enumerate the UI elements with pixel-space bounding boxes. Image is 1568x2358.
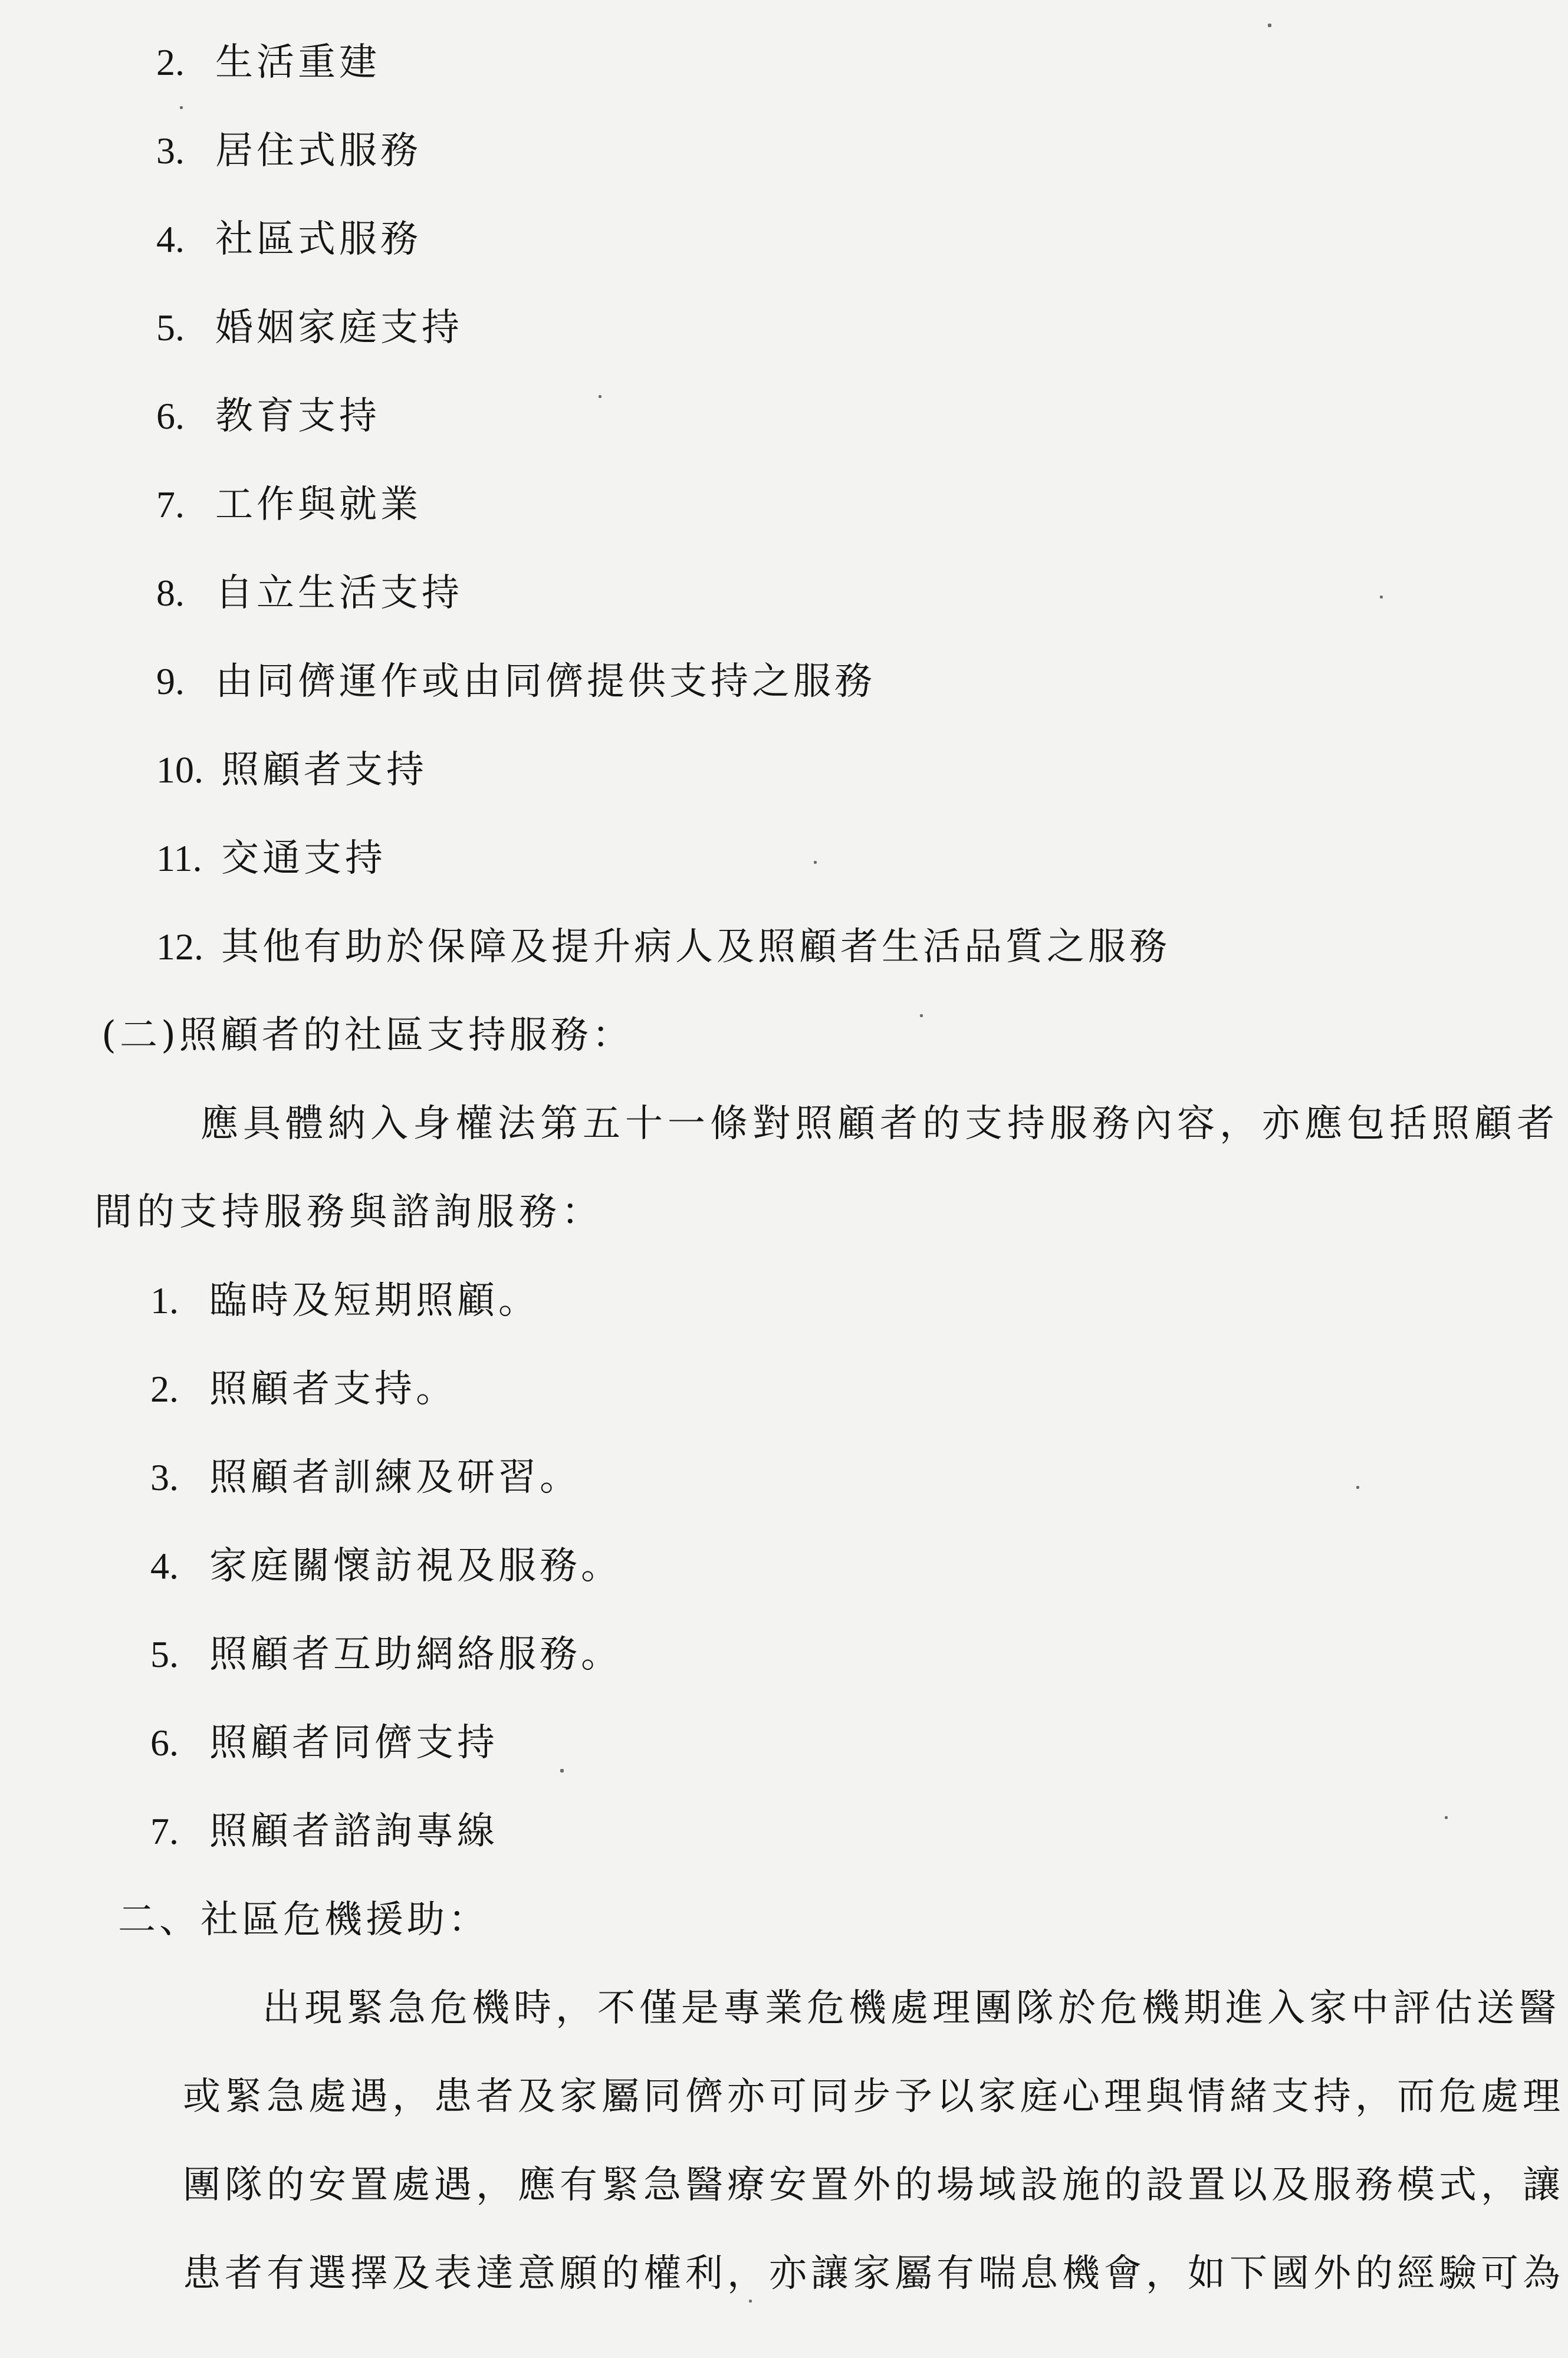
list-number: 2.	[156, 41, 185, 83]
scan-speck	[1380, 596, 1383, 598]
list-number: 1.	[150, 1280, 179, 1321]
list-text: 社區式服務	[215, 218, 422, 261]
list-item	[156, 127, 422, 175]
list-number: 12.	[156, 926, 203, 968]
list-text: 由同儕運作或由同儕提供支持之服務	[215, 660, 876, 703]
scan-speck	[749, 2300, 752, 2303]
list-item	[156, 835, 386, 882]
list-text: 交通支持	[221, 837, 386, 880]
list-text: 生活重建	[215, 41, 380, 84]
list-number: 7.	[150, 1810, 179, 1852]
list-text: 臨時及短期照顧。	[209, 1279, 540, 1323]
paragraph-line: 應具體納入身權法第五十一條對照顧者的支持服務內容，亦應包括照顧者	[200, 1102, 1559, 1146]
list-item	[156, 746, 428, 794]
paragraph-line: 出現緊急危機時，不僅是專業危機處理團隊於危機期進入家中評估送醫	[262, 1987, 1560, 2030]
paragraph-line: 患者有選擇及表達意願的權利，亦讓家屬有喘息機會，如下國外的經驗可為	[183, 2252, 1564, 2295]
list-text: 照顧者支持。	[209, 1367, 457, 1411]
paragraph-line: 間的支持服務與諮詢服務：	[94, 1190, 604, 1234]
list-number: 10.	[156, 749, 203, 791]
list-item	[156, 393, 380, 440]
list-text: 居住式服務	[215, 129, 422, 173]
list-item	[156, 481, 422, 528]
scan-speck	[920, 1014, 923, 1017]
list-item	[156, 658, 876, 705]
list-number: 6.	[150, 1722, 179, 1764]
list-number: 11.	[156, 837, 202, 879]
scan-speck	[560, 1769, 564, 1772]
section-heading: 二、社區危機援助：	[118, 1898, 489, 1942]
list-item	[150, 1631, 622, 1678]
list-number: 8.	[156, 572, 185, 614]
list-text: 照顧者諮詢專線	[209, 1810, 498, 1853]
paragraph-line: 團隊的安置處遇，應有緊急醫療安置外的場域設施的設置以及服務模式，讓	[183, 2163, 1564, 2207]
list-text: 教育支持	[215, 394, 380, 438]
list-number: 7.	[156, 484, 185, 525]
list-item	[150, 1454, 581, 1501]
list-item	[156, 923, 1171, 971]
scan-speck	[180, 106, 183, 109]
list-number: 5.	[150, 1633, 179, 1675]
list-item	[150, 1366, 457, 1413]
list-item	[150, 1719, 498, 1767]
list-text: 照顧者同儕支持	[209, 1721, 498, 1765]
section-heading: (二)照顧者的社區支持服務：	[101, 1014, 633, 1057]
scan-speck	[1356, 1486, 1359, 1489]
list-text: 其他有助於保障及提升病人及照顧者生活品質之服務	[221, 925, 1171, 969]
list-number: 4.	[156, 218, 185, 260]
list-number: 3.	[156, 130, 185, 172]
list-text: 家庭關懷訪視及服務。	[209, 1544, 622, 1588]
list-item	[156, 216, 422, 263]
scan-speck	[1268, 24, 1271, 27]
list-item	[156, 39, 380, 86]
list-number: 9.	[156, 660, 185, 702]
scan-speck	[1445, 1816, 1448, 1819]
list-number: 4.	[150, 1545, 179, 1587]
list-number: 5.	[156, 307, 185, 348]
list-text: 照顧者支持	[221, 748, 428, 792]
list-number: 3.	[150, 1456, 179, 1498]
list-item	[150, 1543, 622, 1590]
list-item	[156, 570, 463, 617]
list-item	[156, 304, 463, 351]
list-text: 工作與就業	[215, 483, 422, 527]
list-text: 婚姻家庭支持	[215, 306, 463, 350]
list-item	[150, 1277, 540, 1324]
list-number: 2.	[150, 1368, 179, 1410]
list-item	[150, 1808, 498, 1855]
list-text: 照顧者訓練及研習。	[209, 1456, 581, 1499]
scan-speck	[599, 395, 601, 398]
scan-speck	[814, 861, 817, 864]
paragraph-line: 或緊急處遇，患者及家屬同儕亦可同步予以家庭心理與情緒支持，而危處理	[183, 2075, 1564, 2119]
list-text: 自立生活支持	[215, 571, 463, 615]
list-text: 照顧者互助網絡服務。	[209, 1633, 622, 1676]
list-number: 6.	[156, 395, 185, 437]
